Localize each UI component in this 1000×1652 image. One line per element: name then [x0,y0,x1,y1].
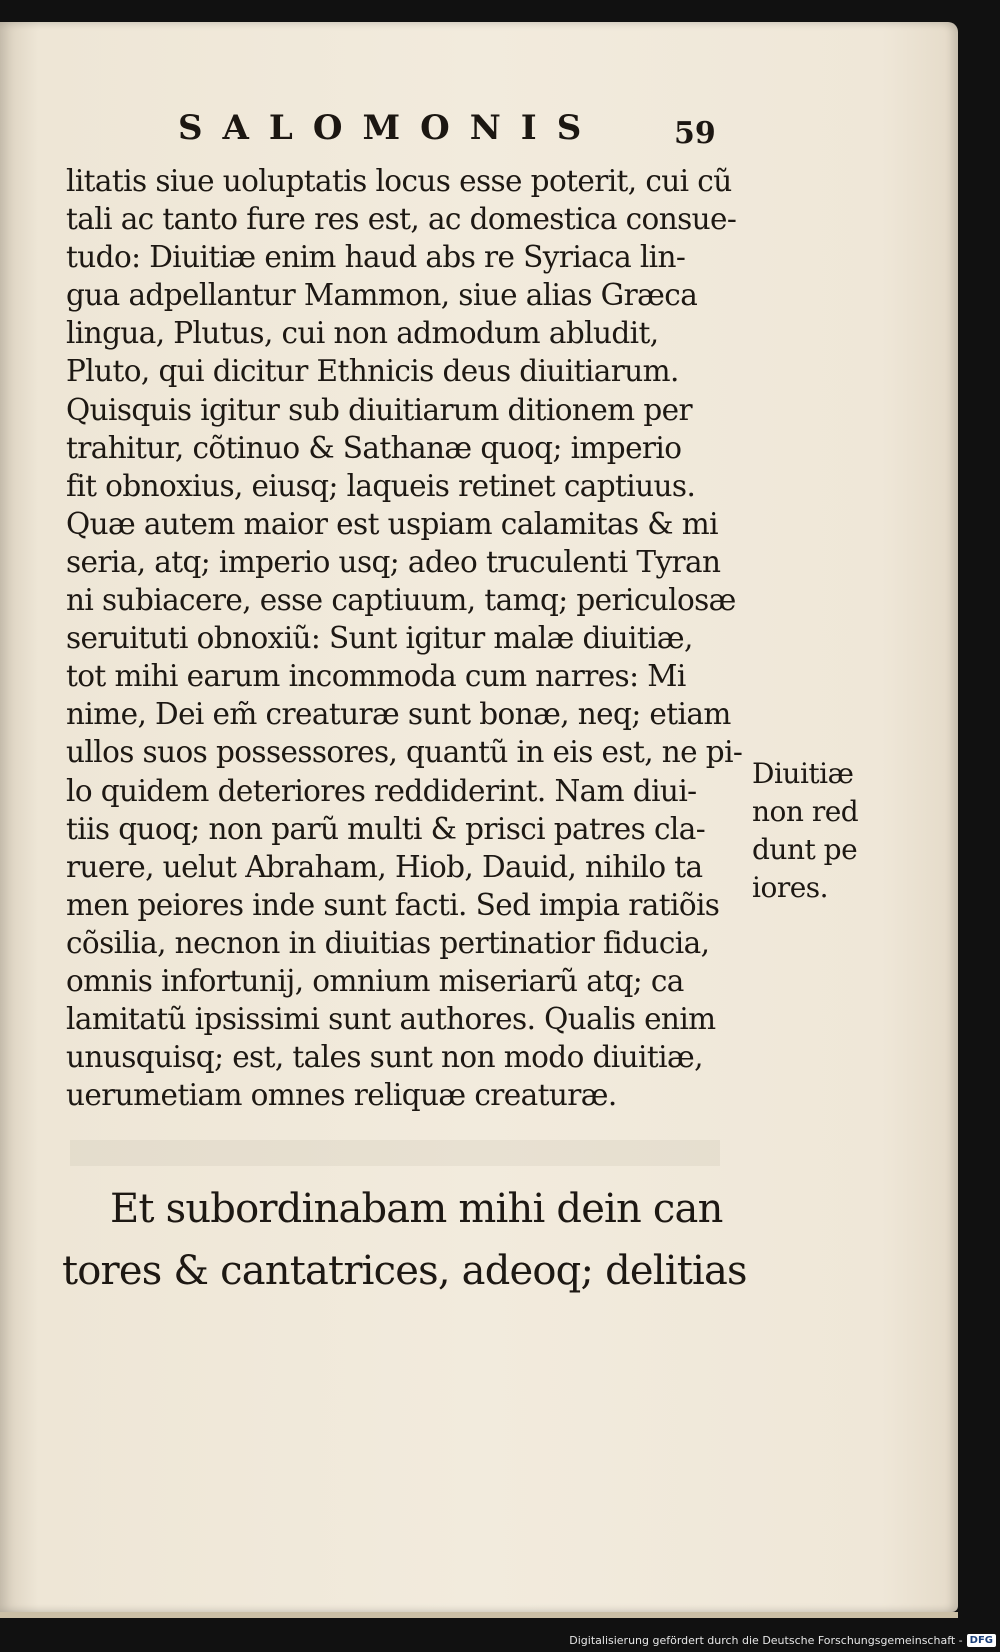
text-line: unusquisq; est, tales sunt non modo diuitiæ, [66,1040,703,1075]
body-text [66,162,746,1114]
page-number: 59 [674,116,716,151]
text-line: lamitatũ ipsissimi sunt authores. Qualis enim [66,1002,716,1037]
page-edge [0,1612,958,1618]
text-line: ruere, uelut Abraham, Hiob, Dauid, nihilo ta [66,849,703,884]
text-line: litatis siue uoluptatis locus esse poterit, cui cũ [66,164,732,198]
text-line: tot mihi earum incommoda cum narres: Mi [66,659,686,694]
text-line: men peiores inde sunt facti. Sed impia ratiõis [66,887,720,922]
verse-line: tores & cantatrices, adeoq; delitias [62,1248,747,1294]
text-line: seruituti obnoxiũ: Sunt igitur malæ diuitiæ, [66,621,693,656]
text-line: gua adpellantur Mammon, siue alias Græca [66,278,698,313]
marginal-note-line: iores. [752,871,829,904]
running-head: SALOMONIS [178,108,602,148]
marginal-note-line: Diuitiæ [752,757,854,790]
text-line: tali ac tanto fure res est, ac domestica consue- [66,202,737,237]
text-line: ullos suos possessores, quantũ in eis est, ne pi- [66,735,743,770]
text-line: trahitur, cõtinuo & Sathanæ quoq; imperio [66,430,682,465]
text-line: lo quidem deteriores reddiderint. Nam diui- [66,773,697,808]
dfg-logo: DFG [967,1634,996,1647]
text-line: tudo: Diuitiæ enim haud abs re Syriaca lin- [66,240,686,275]
marginal-note [752,755,882,907]
digitization-credit [569,1630,996,1650]
text-line: lingua, Plutus, cui non admodum abludit, [66,316,659,351]
marginal-note-line: non red [752,795,859,828]
text-line: Quisquis igitur sub diuitiarum ditionem per [66,392,692,427]
text-line: fit obnoxius, eiusq; laqueis retinet captiuus. [66,468,696,503]
text-line: omnis infortunij, omnium miseriarũ atq; ca [66,963,684,998]
marginal-note-line: dunt pe [752,833,858,866]
text-line: Pluto, qui dicitur Ethnicis deus diuitiarum. [66,354,679,389]
text-line: uerumetiam omnes reliquæ creaturæ. [66,1078,617,1113]
scripture-verse [62,1178,762,1302]
bleed-through-shadow [70,1140,720,1166]
text-line: nime, Dei em̃ creaturæ sunt bonæ, neq; etiam [66,697,731,732]
verse-line: Et subordinabam mihi dein can [110,1186,723,1232]
text-line: tiis quoq; non parũ multi & prisci patres cla- [66,811,706,846]
text-line: Quæ autem maior est uspiam calamitas & mi [66,506,718,541]
text-line: ni subiacere, esse captiuum, tamq; periculosæ [66,583,736,618]
text-line: seria, atq; imperio usq; adeo truculenti Tyran [66,544,721,579]
text-line: cõsilia, necnon in diuitias pertinatior fiducia, [66,925,710,960]
credit-text: Digitalisierung gefördert durch die Deutsche Forschungsgemeinschaft - [569,1633,963,1647]
